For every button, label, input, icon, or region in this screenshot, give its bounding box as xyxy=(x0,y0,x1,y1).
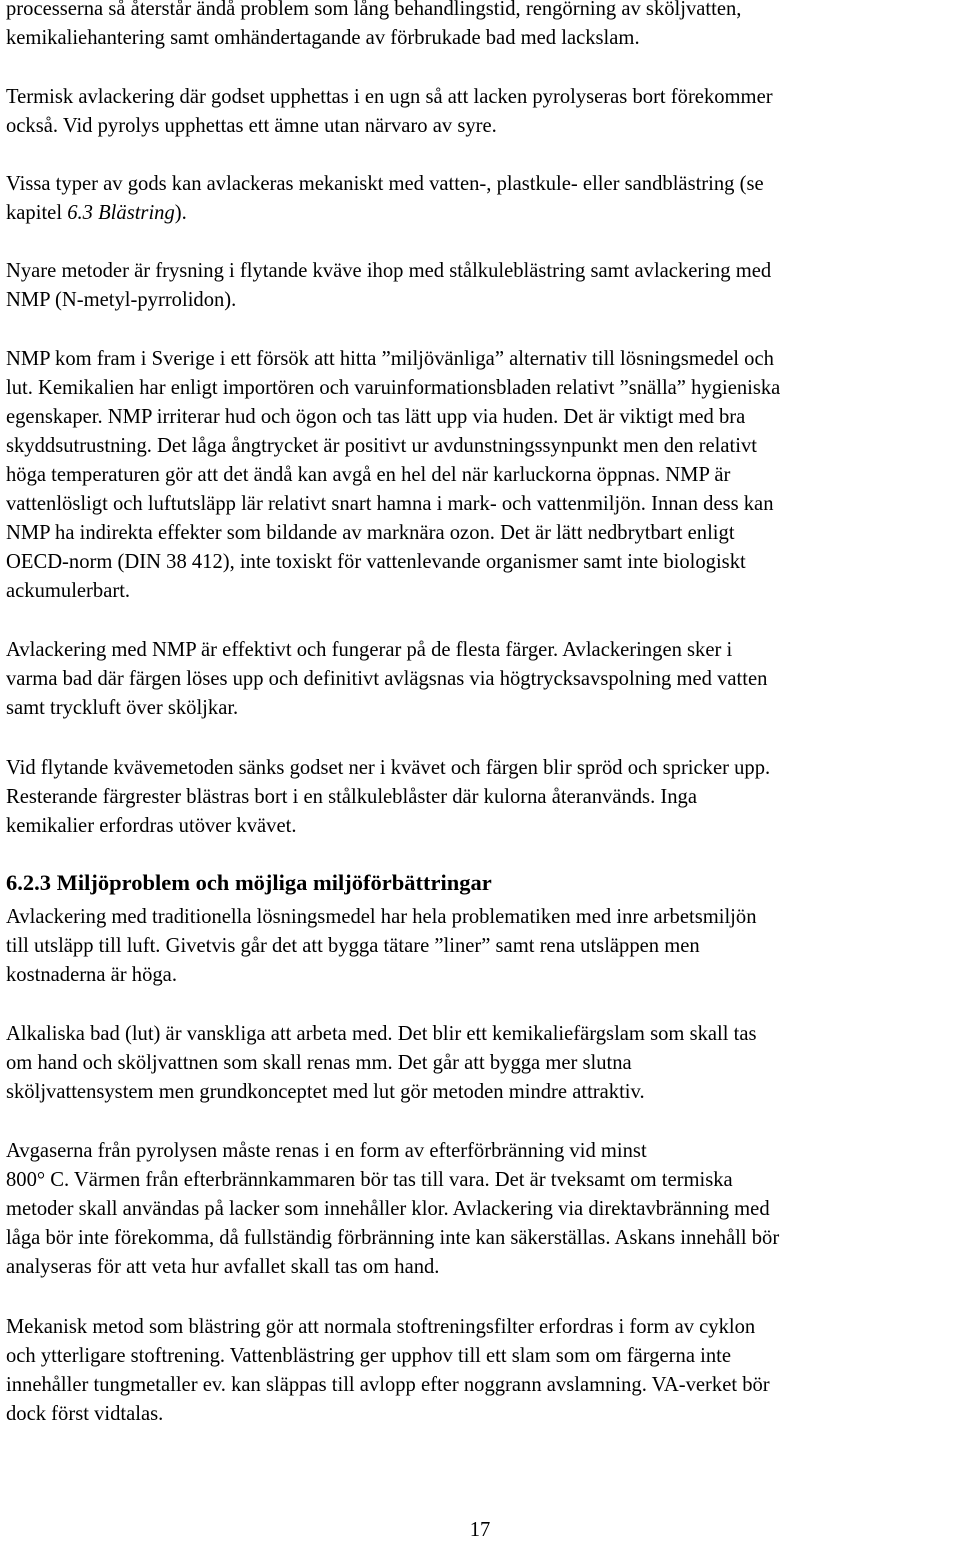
paragraph-thermal-stripping: Termisk avlackering där godset upphettas i en ugn så att lacken pyrolyseras bort förekommer också. Vid pyrolys upphettas ett ämne utan närvaro av syre. xyxy=(6,86,773,137)
page-number: 17 xyxy=(469,1519,491,1541)
paragraph-alkaline-baths: Alkaliska bad (lut) är vanskliga att arbeta med. Det blir ett kemikaliefärgslam som skall tas om hand och sköljvattnen som skall renas mm. Det går att bygga mer slutna sköljvattensystem men grundkonceptet med lut gör metoden mindre attraktiv. xyxy=(6,1023,757,1103)
paragraph-mechanical-stripping xyxy=(6,170,956,228)
paragraph-mechanical-filters: Mekanisk metod som blästring gör att normala stoftreningsfilter erfordras i form av cyklon och ytterligare stoftrening. Vattenblästring ger upphov till ett slam som om färgerna inte innehåller tungmetaller ev. kan släppas till avlopp efter noggrann avslamning. VA-verket bör dock först vidtalas. xyxy=(6,1316,770,1425)
paragraph-solvent-problems: Avlackering med traditionella lösningsmedel har hela problematiken med inre arbetsmiljön till utsläpp till luft. Givetvis går det att bygga tätare ”liner” samt rena utsläppen men kostnaderna är höga. xyxy=(6,906,757,986)
paragraph-liquid-nitrogen: Vid flytande kvävemetoden sänks godset ner i kvävet och färgen blir spröd och spricker upp. Resterande färgrester blästras bort i en stålkuleblåster där kulorna återanvänds. Inga kemikalier erfordras utöver kvävet. xyxy=(6,757,771,837)
paragraph-text: Vissa typer av gods kan avlackeras mekaniskt med vatten-, plastkule- eller sandblästring (se kapitel xyxy=(6,173,764,224)
chapter-reference: 6.3 Blästring xyxy=(67,202,175,224)
paragraph-text: ). xyxy=(174,202,187,224)
section-heading: 6.2.3 Miljöproblem och möjliga miljöförbättringar xyxy=(6,870,492,895)
paragraph-newer-methods: Nyare metoder är frysning i flytande kväve ihop med stålkuleblästring samt avlackering med NMP (N-metyl-pyrrolidon). xyxy=(6,260,772,311)
paragraph-pyrolysis-exhaust: Avgaserna från pyrolysen måste renas i en form av efterförbränning vid minst 800° C. Värmen från efterbrännkammaren bör tas till vara. Det är tveksamt om termiska metoder skall användas på lacker som innehåller klor. Avlackering via direktavbränning med låga bör inte förekomma, då fullständig förbränning inte kan säkerställas. Askans innehåll bör analyseras för att veta hur avfallet skall tas om hand. xyxy=(6,1140,780,1278)
paragraph-process-problems: processerna så återstår ändå problem som lång behandlingstid, rengörning av sköljvatten, kemikaliehantering samt omhändertagande av förbrukade bad med lackslam. xyxy=(6,0,742,49)
paragraph-nmp-description: NMP kom fram i Sverige i ett försök att hitta ”miljövänliga” alternativ till lösningsmedel och lut. Kemikalien har enligt importören och varuinformationsbladen relativt ”snälla” hygieniska egenskaper. NMP irriterar hud och ögon och tas lätt upp via huden. Det är viktigt med bra skyddsutrustning. Det låga ångtrycket är positivt ur avdunstningssynpunkt men den relativt höga temperaturen gör att det ändå kan avgå en hel del när karluckorna öppnas. NMP är vattenlösligt och luftutsläpp lär relativt snart hamna i mark- och vattenmiljön. Innan dess kan NMP ha indirekta effekter som bildande av marknära ozon. Det är lätt nedbrytbart enligt OECD-norm (DIN 38 412), inte toxiskt för vattenlevande organismer samt inte biologiskt ackumulerbart. xyxy=(6,348,781,602)
paragraph-nmp-effectiveness: Avlackering med NMP är effektivt och fungerar på de flesta färger. Avlackeringen sker i varma bad där färgen löses upp och definitivt avlägsnas via högtrycksavspolning med vatten samt tryckluft över sköljkar. xyxy=(6,639,768,719)
